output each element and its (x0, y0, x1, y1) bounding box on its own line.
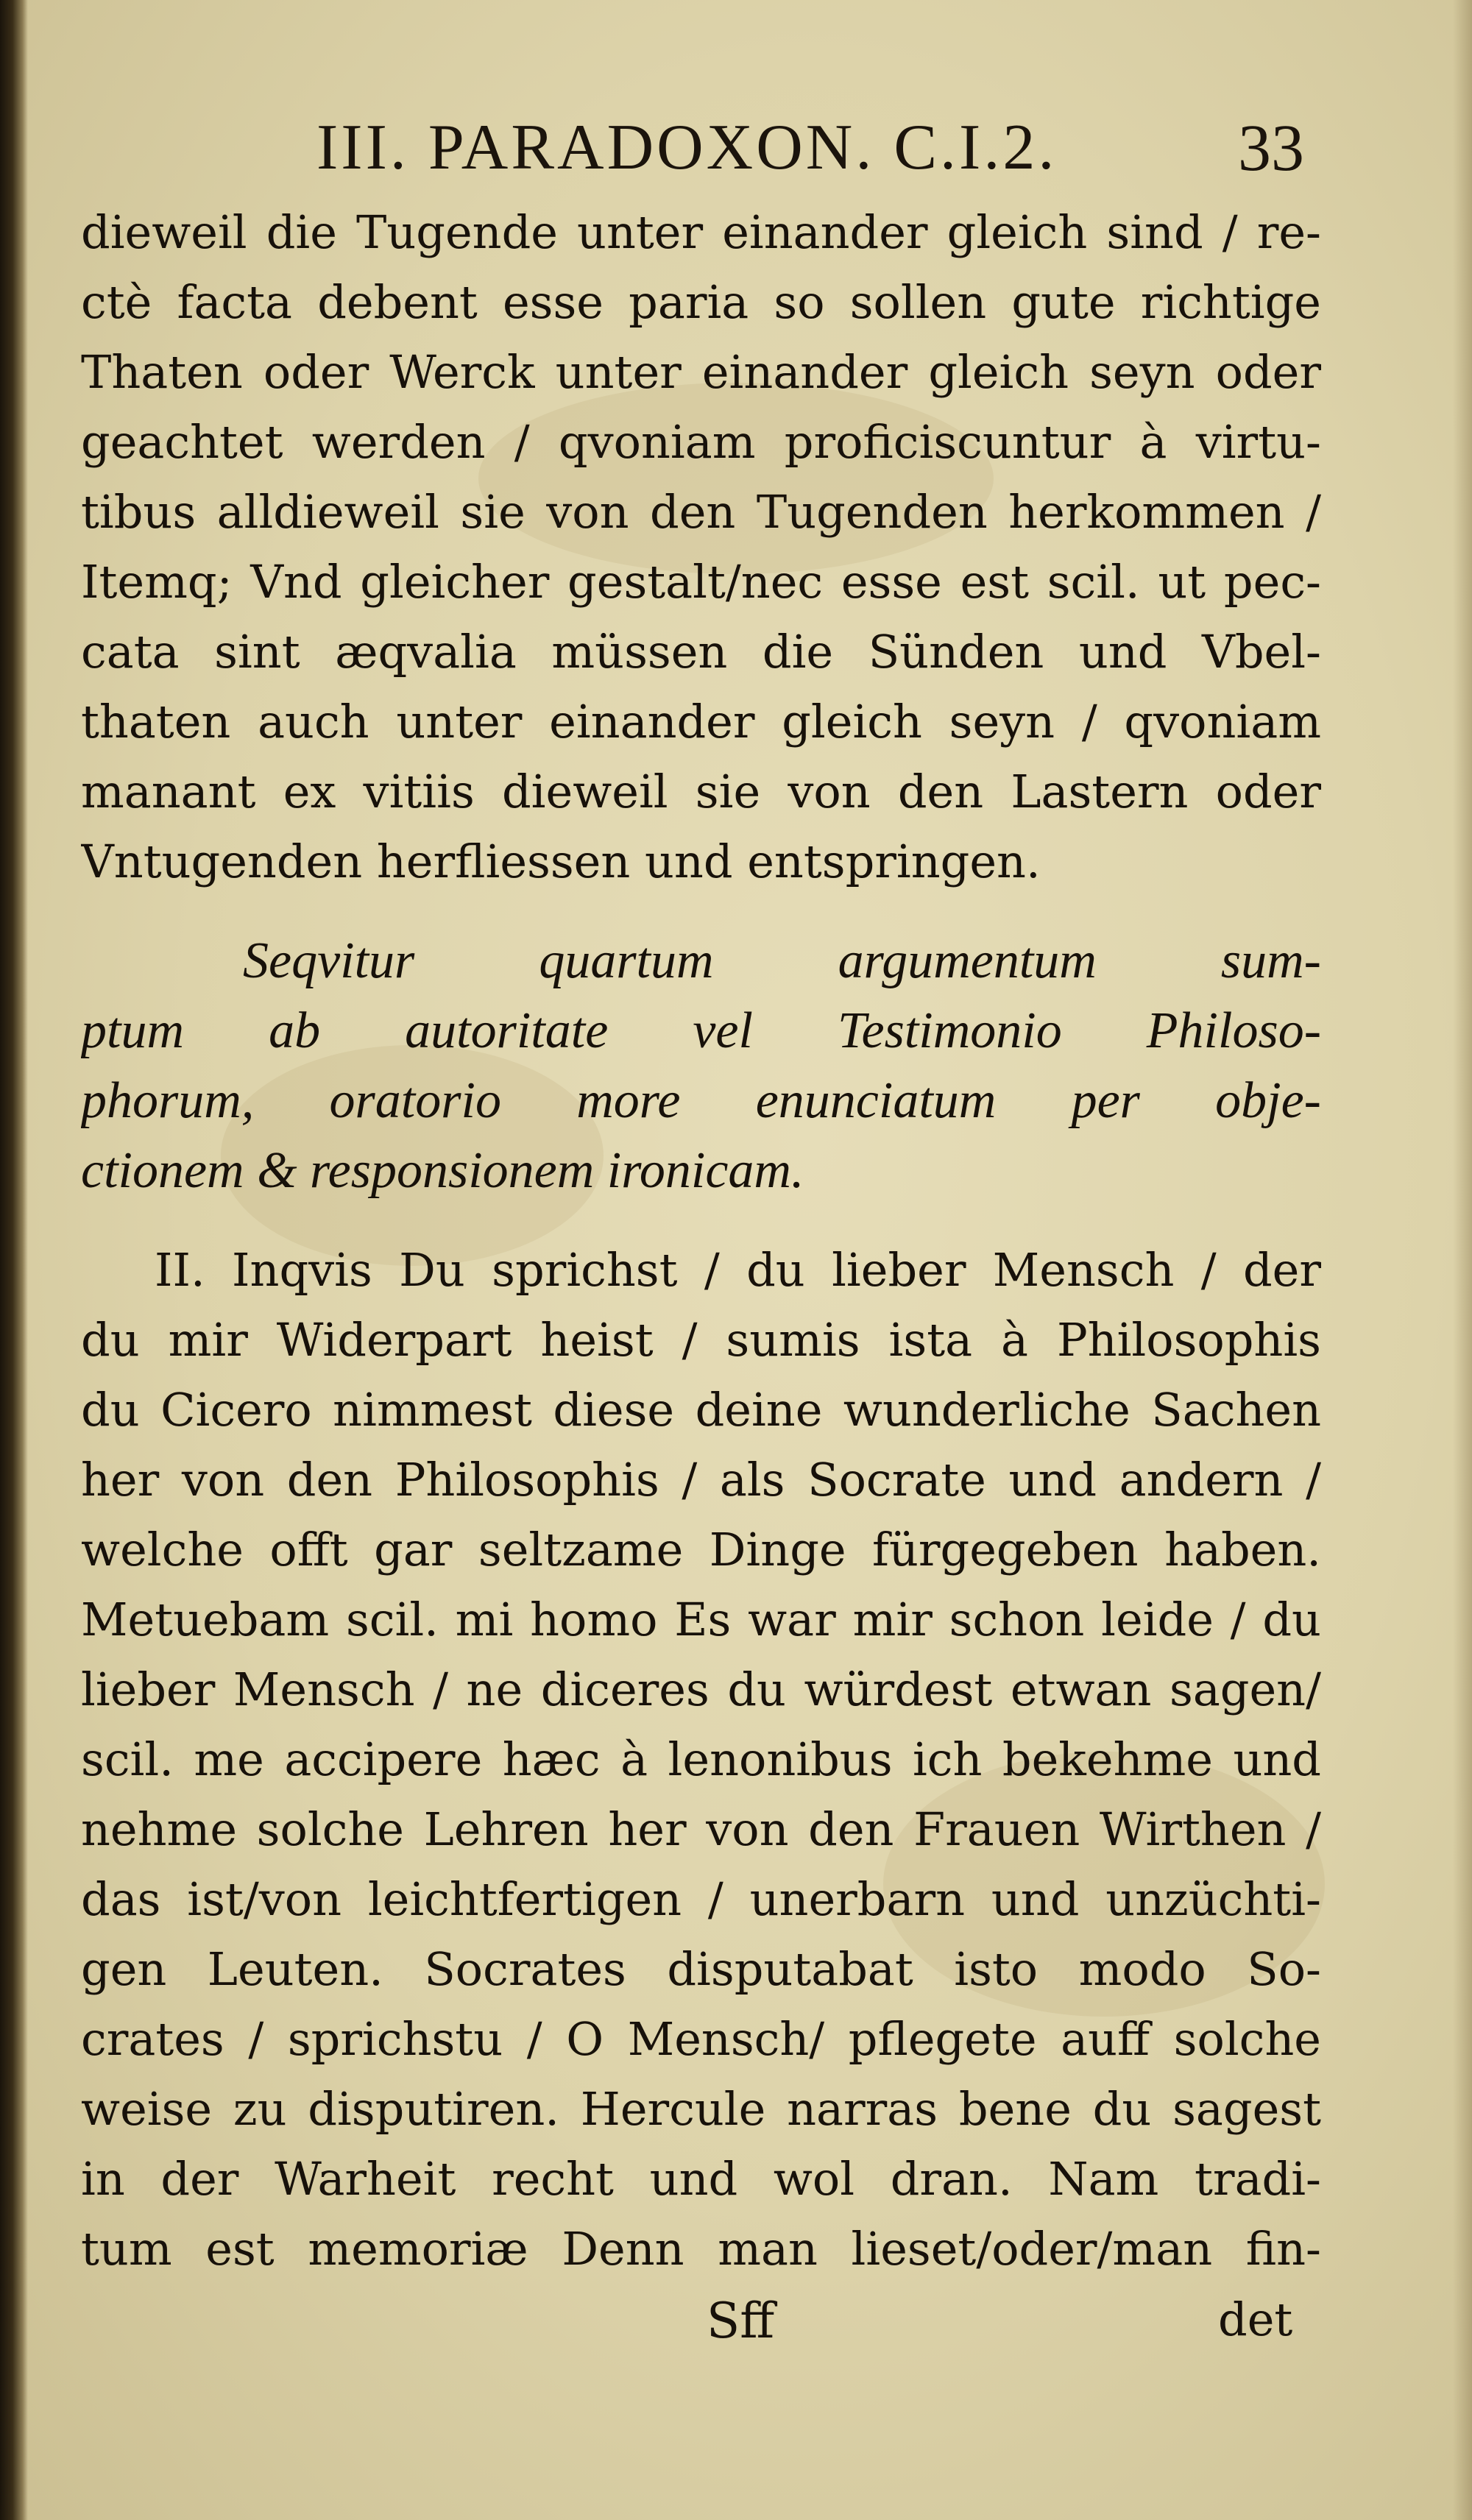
text-line: Itemq; Vnd gleicher gestalt/nec esse est scil. ut pec- (81, 555, 1321, 609)
running-head-title: III. PARADOXON. C.I.2. (316, 112, 1058, 183)
text-line: manant ex vitiis dieweil sie von den Lastern oder (81, 765, 1321, 818)
paragraph-1 (81, 197, 1321, 896)
text-line: du mir Widerpart heist / sumis ista à Philosophis (81, 1313, 1321, 1367)
text-line: cata sint æqvalia müssen die Sünden und Vbel- (81, 625, 1321, 679)
text-line: Vntugenden herfliessen und entspringen. (81, 835, 1041, 888)
text-line: crates / sprichstu / O Mensch/ pflegete auff solche (81, 2012, 1321, 2066)
text-line: gen Leuten. Socrates disputabat isto modo So- (81, 1942, 1321, 1996)
text-line: Thaten oder Werck unter einander gleich seyn oder (81, 345, 1321, 399)
catchword: det (1218, 2293, 1293, 2346)
text-line: welche offt gar seltzame Dinge fürgegeben haben. (81, 1523, 1321, 1576)
text-line: lieber Mensch / ne diceres du würdest etwan sagen/ (81, 1663, 1321, 1716)
italic-summary (81, 926, 1321, 1206)
text-line: thaten auch unter einander gleich seyn / qvoniam (81, 695, 1321, 748)
italic-line: phorum, oratorio more enunciatum per obje- (81, 1072, 1321, 1129)
text-line: das ist/von leichtfertigen / unerbarn und unzüchti- (81, 1872, 1321, 1926)
italic-line: ctionem & responsionem ironicam. (81, 1142, 804, 1199)
text-line: du Cicero nimmest diese deine wunderliche Sachen (81, 1383, 1321, 1437)
text-line: weise zu disputiren. Hercule narras bene du sagest (81, 2082, 1321, 2136)
text-line: scil. me accipere hæc à lenonibus ich bekehme und (81, 1733, 1321, 1786)
signature-mark: Sff (707, 2293, 775, 2349)
page-footer (0, 2293, 1472, 2374)
text-line: nehme solche Lehren her von den Frauen Wirthen / (81, 1802, 1321, 1856)
text-line: II. Inqvis Du sprichst / du lieber Mensch / der (155, 1243, 1321, 1297)
text-line: ctè facta debent esse paria so sollen gute richtige (81, 275, 1321, 329)
text-line: her von den Philosophis / als Socrate und andern / (81, 1453, 1321, 1507)
text-line: dieweil die Tugende unter einander gleich sind / re- (81, 205, 1321, 259)
paragraph-2 (81, 1235, 1321, 2284)
book-gutter (0, 0, 28, 2520)
page-number: 33 (1238, 112, 1304, 185)
page-edge-shadow (1453, 0, 1472, 2520)
text-line: Metuebam scil. mi homo Es war mir schon leide / du (81, 1593, 1321, 1646)
text-line: tibus alldieweil sie von den Tugenden herkommen / (81, 485, 1321, 539)
text-line: geachtet werden / qvoniam proficiscuntur à virtu- (81, 415, 1321, 469)
running-head (0, 110, 1472, 199)
italic-line: ptum ab autoritate vel Testimonio Philoso- (81, 1002, 1321, 1059)
body-text (81, 197, 1321, 2284)
text-line: in der Warheit recht und wol dran. Nam tradi- (81, 2152, 1321, 2206)
italic-line: Seqvitur quartum argumentum sum- (243, 932, 1321, 989)
text-line: tum est memoriæ Denn man lieset/oder/man fin- (81, 2222, 1321, 2276)
